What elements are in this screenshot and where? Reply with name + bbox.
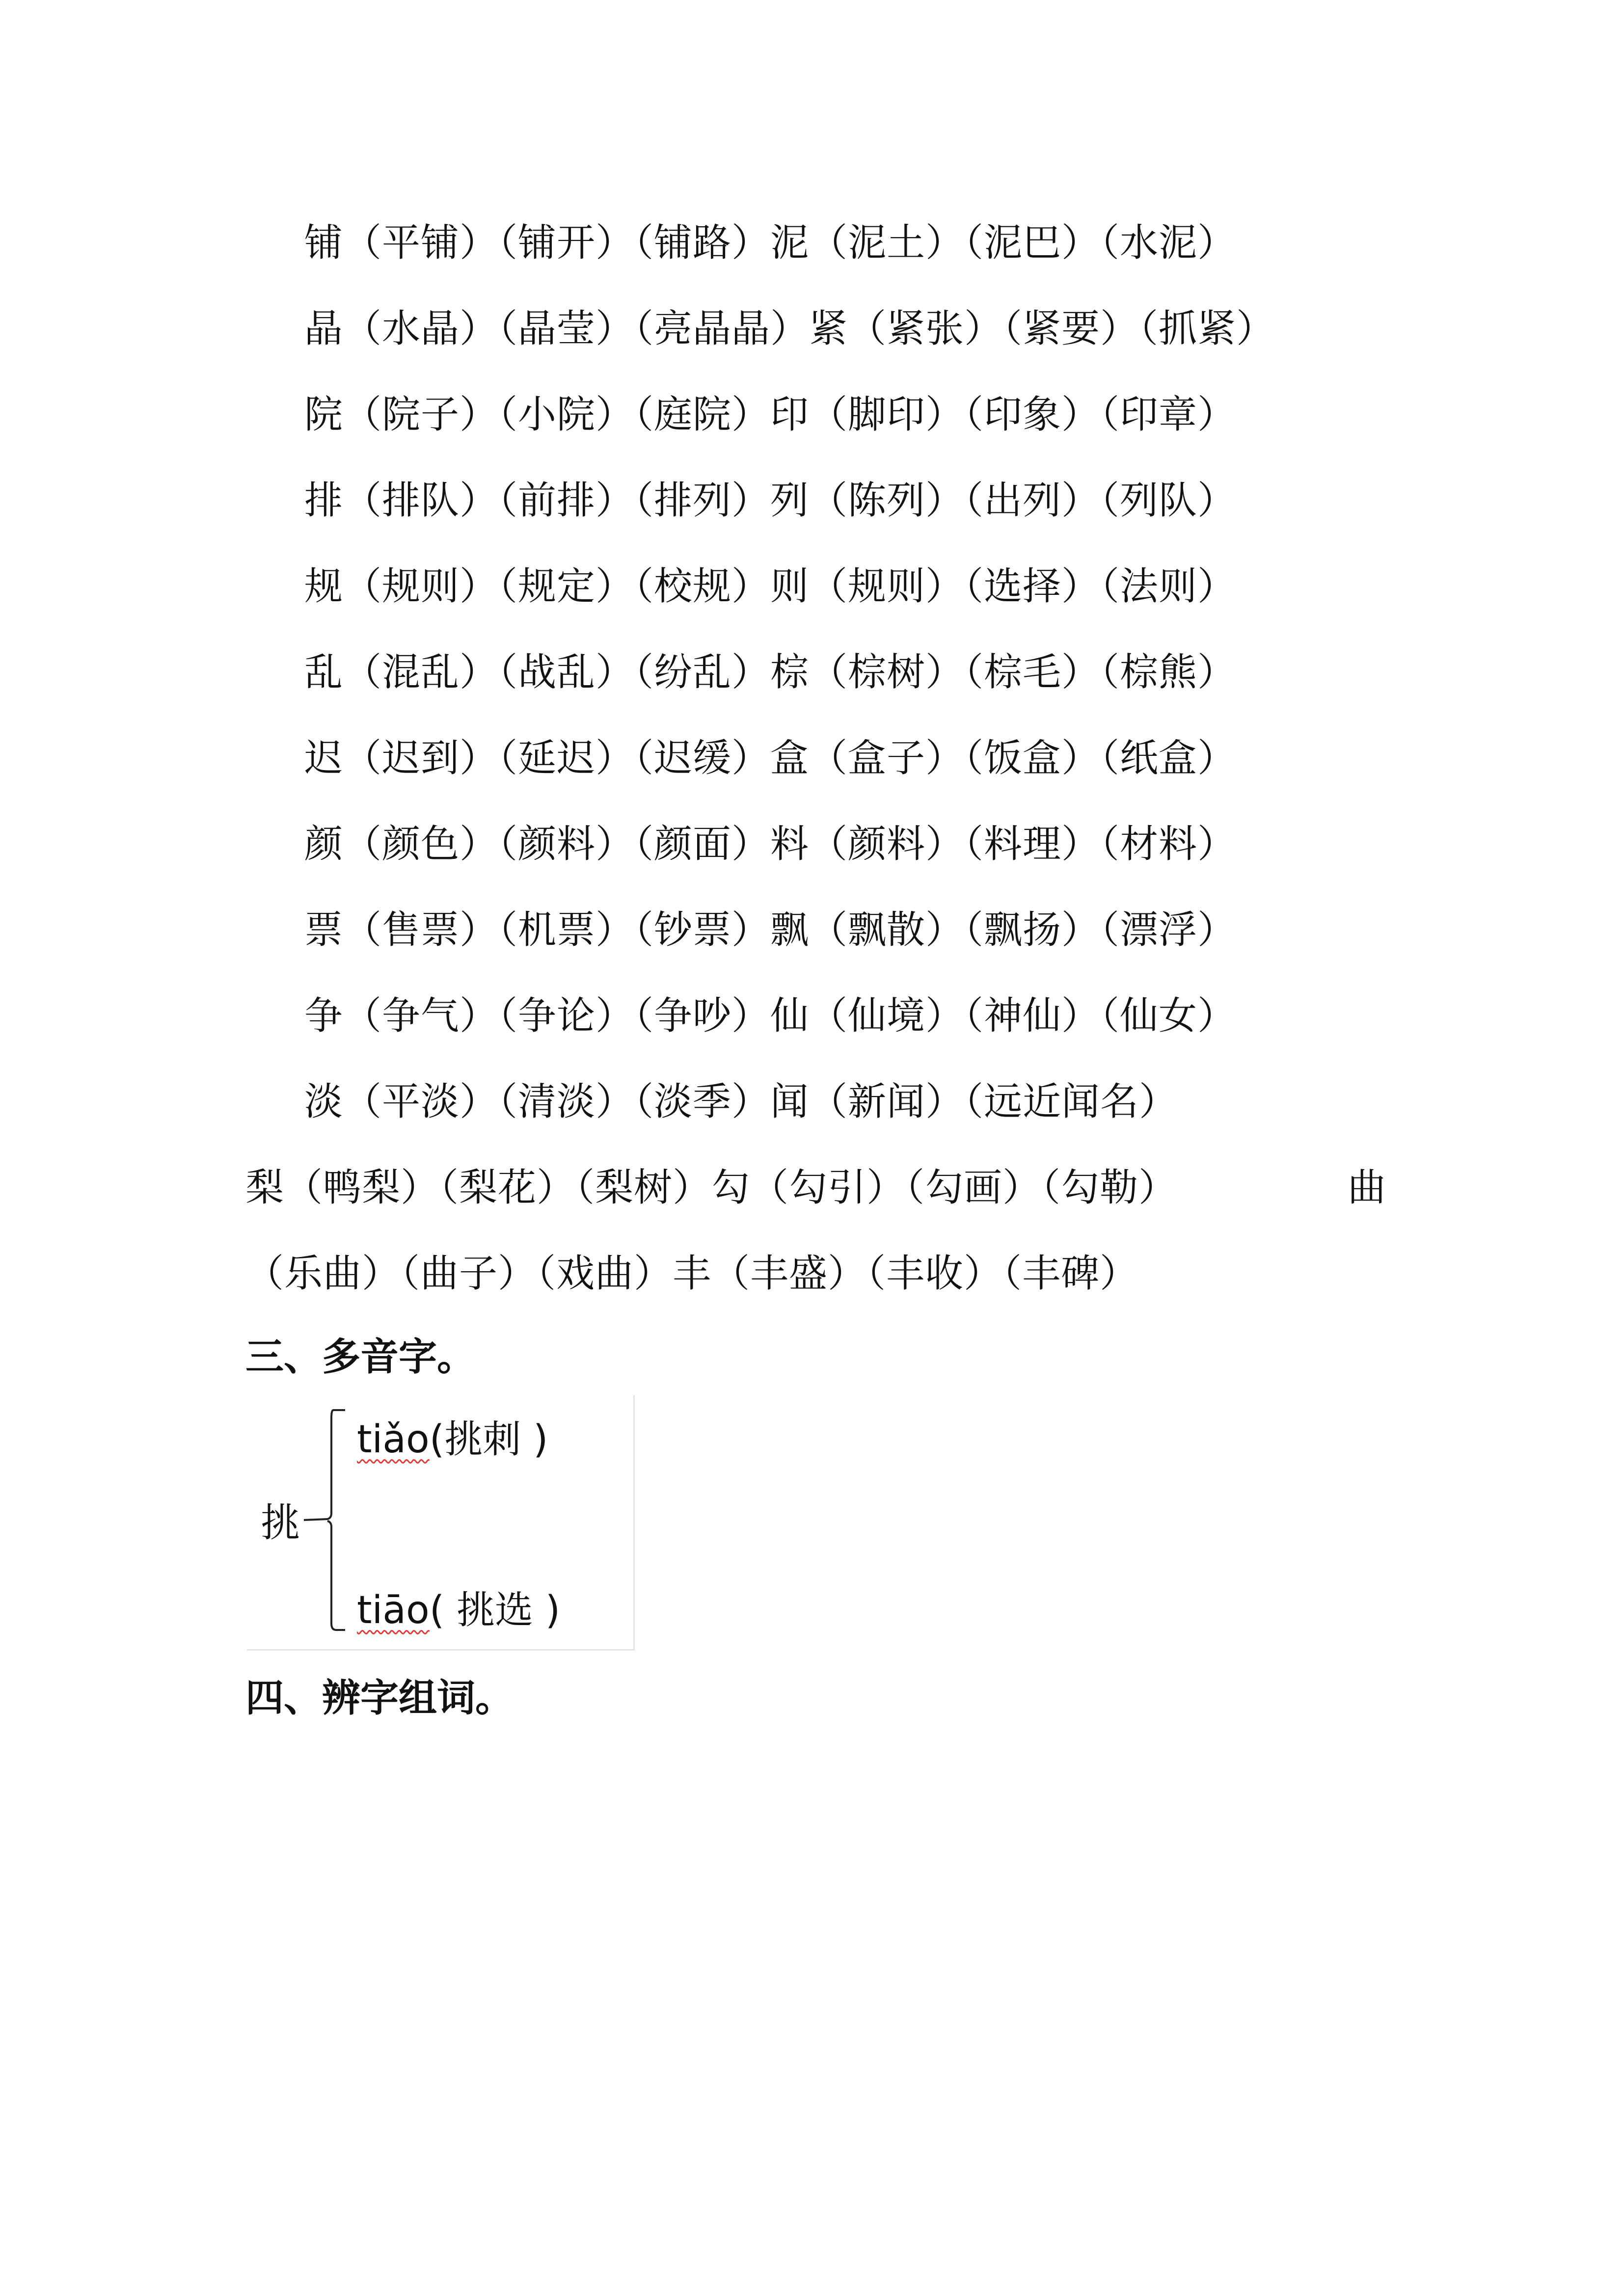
word-line-5: 规（规则）（规定）（校规）则（规则）（选择）（法则） bbox=[304, 564, 1237, 609]
word-line-qu: （乐曲）（曲子）（戏曲）丰（丰盛）（丰收）（丰碑） bbox=[245, 1252, 1139, 1296]
polyphone-char: 挑 bbox=[261, 1500, 300, 1546]
pinyin-reading-1: tiǎo bbox=[357, 1417, 430, 1462]
word-line-10: 争（争气）（争论）（争吵）仙（仙境）（神仙）（仙女） bbox=[304, 994, 1237, 1038]
word-line-li: 梨（鸭梨）（梨花）（梨树）勾（勾引）（勾画）（勾勒） bbox=[245, 1166, 1178, 1210]
pinyin-reading-2: tiāo bbox=[357, 1588, 430, 1632]
word-line-4: 排（排队）（前排）（排列）列（陈列）（出列）（列队） bbox=[304, 479, 1237, 523]
polyphone-reading-2 bbox=[357, 1586, 560, 1635]
word-line-2: 晶（水晶）（晶莹）（亮晶晶）紧（紧张）（紧要）（抓紧） bbox=[304, 307, 1275, 351]
word-line-11: 淡（平淡）（清淡）（淡季）闻（新闻）（远近闻名） bbox=[304, 1080, 1178, 1124]
word-line-8: 颜（颜色）（颜料）（颜面）料（颜料）（料理）（材料） bbox=[304, 822, 1237, 866]
word-reading-2: ( 挑选 ) bbox=[429, 1588, 561, 1632]
word-line-6: 乱（混乱）（战乱）（纷乱）棕（棕树）（棕毛）（棕熊） bbox=[304, 650, 1237, 694]
polyphone-diagram bbox=[247, 1395, 635, 1651]
section-3-heading: 三、多音字。 bbox=[245, 1335, 476, 1379]
polyphone-reading-1 bbox=[357, 1415, 548, 1464]
section-4-heading: 四、辨字组词。 bbox=[245, 1676, 514, 1720]
word-line-9: 票（售票）（机票）（钞票）飘（飘散）（飘扬）（漂浮） bbox=[304, 908, 1237, 952]
word-line-7: 迟（迟到）（延迟）（迟缓）盒（盒子）（饭盒）（纸盒） bbox=[304, 736, 1237, 780]
word-line-li-end: 曲 bbox=[1348, 1166, 1387, 1210]
word-line-3: 院（院子）（小院）（庭院）印（脚印）（印象）（印章） bbox=[304, 393, 1237, 437]
word-reading-1: (挑刺 ) bbox=[429, 1417, 548, 1462]
word-line-1: 铺（平铺）（铺开）（铺路）泥（泥土）（泥巴）（水泥） bbox=[304, 221, 1237, 265]
